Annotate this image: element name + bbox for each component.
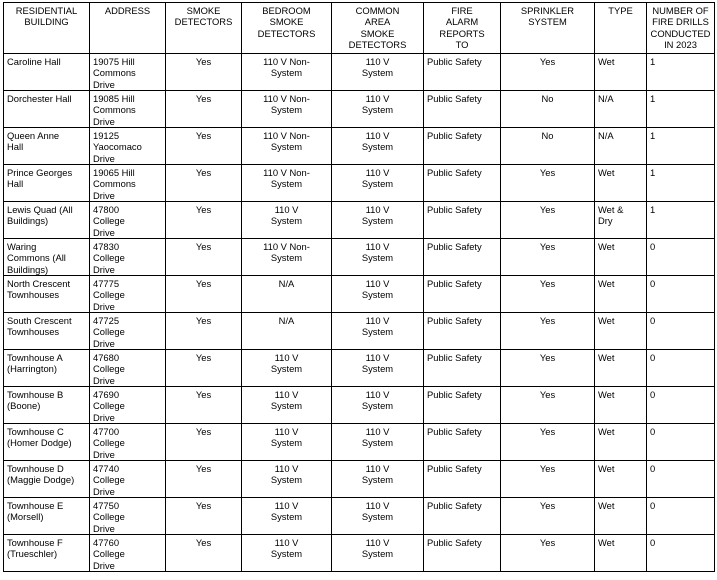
- sprinkler-system-cell: [501, 461, 595, 498]
- bedroom-detectors-cell: [242, 165, 332, 202]
- bedroom-detectors-cell: [242, 350, 332, 387]
- fire-alarm-reports-cell-text: Public Safety: [427, 389, 482, 400]
- address-cell: [90, 54, 166, 91]
- common-area-detectors-cell: [332, 202, 424, 239]
- fire-alarm-reports-cell-text: Public Safety: [427, 56, 482, 67]
- sprinkler-type-cell-text: Wet: [598, 500, 615, 511]
- common-area-detectors-cell-text: 110 V System: [361, 204, 394, 227]
- smoke-detectors-cell-text: Yes: [195, 463, 212, 474]
- header-bedroom-smoke-detectors: BEDROOM SMOKE DETECTORS: [242, 3, 332, 54]
- bedroom-detectors-cell: [242, 498, 332, 535]
- bedroom-detectors-cell-text: 110 V Non- System: [263, 167, 310, 190]
- sprinkler-type-cell: [595, 461, 647, 498]
- header-residential-building: RESIDENTIAL BUILDING: [4, 3, 90, 54]
- sprinkler-system-cell-text: No: [541, 130, 554, 141]
- address-cell: [90, 239, 166, 276]
- fire-drills-count-cell-text: 0: [650, 278, 656, 289]
- common-area-detectors-cell: [332, 165, 424, 202]
- header-address: ADDRESS: [90, 3, 166, 54]
- table-row: [4, 350, 715, 387]
- smoke-detectors-cell: [166, 313, 242, 350]
- building-cell: [4, 276, 90, 313]
- sprinkler-type-cell-text: Wet: [598, 463, 615, 474]
- header-sprinkler-system: SPRINKLER SYSTEM: [501, 3, 595, 54]
- sprinkler-system-cell: [501, 350, 595, 387]
- bedroom-detectors-cell-text: N/A: [278, 315, 295, 326]
- smoke-detectors-cell: [166, 165, 242, 202]
- table-row: [4, 461, 715, 498]
- sprinkler-type-cell: [595, 128, 647, 165]
- building-cell-text: Dorchester Hall: [7, 93, 72, 104]
- fire-drills-count-cell: [647, 461, 715, 498]
- table-header: [4, 3, 715, 54]
- smoke-detectors-cell: [166, 202, 242, 239]
- sprinkler-type-cell-text: Wet: [598, 278, 615, 289]
- fire-drills-count-cell-text: 1: [650, 167, 656, 178]
- smoke-detectors-cell: [166, 276, 242, 313]
- building-cell: [4, 535, 90, 572]
- sprinkler-system-cell: [501, 387, 595, 424]
- building-cell: [4, 461, 90, 498]
- common-area-detectors-cell: [332, 91, 424, 128]
- fire-alarm-reports-cell-text: Public Safety: [427, 130, 482, 141]
- bedroom-detectors-cell: [242, 313, 332, 350]
- fire-drills-count-cell-text: 0: [650, 389, 656, 400]
- building-cell-text: North Crescent Townhouses: [7, 278, 71, 301]
- sprinkler-type-cell: [595, 91, 647, 128]
- building-cell-text: Townhouse E (Morsell): [7, 500, 64, 523]
- common-area-detectors-cell: [332, 313, 424, 350]
- smoke-detectors-cell-text: Yes: [195, 56, 212, 67]
- header-common-area-smoke-detectors: COMMON AREA SMOKE DETECTORS: [332, 3, 424, 54]
- common-area-detectors-cell: [332, 239, 424, 276]
- sprinkler-system-cell-text: Yes: [539, 167, 556, 178]
- sprinkler-system-cell-text: Yes: [539, 426, 556, 437]
- fire-drills-count-cell: [647, 165, 715, 202]
- sprinkler-system-cell-text: Yes: [539, 537, 556, 548]
- smoke-detectors-cell-text: Yes: [195, 500, 212, 511]
- header-type: TYPE: [595, 3, 647, 54]
- table-row: [4, 498, 715, 535]
- sprinkler-type-cell: [595, 313, 647, 350]
- building-cell: [4, 239, 90, 276]
- common-area-detectors-cell: [332, 128, 424, 165]
- fire-alarm-reports-cell: [424, 313, 501, 350]
- building-cell: [4, 165, 90, 202]
- smoke-detectors-cell: [166, 498, 242, 535]
- address-cell: [90, 276, 166, 313]
- table-row: [4, 424, 715, 461]
- sprinkler-type-cell: [595, 54, 647, 91]
- address-cell-text: 19075 Hill Commons Drive: [93, 56, 136, 90]
- common-area-detectors-cell-text: 110 V System: [361, 130, 394, 153]
- sprinkler-type-cell: [595, 202, 647, 239]
- fire-drills-count-cell: [647, 91, 715, 128]
- bedroom-detectors-cell: [242, 424, 332, 461]
- bedroom-detectors-cell-text: 110 V System: [270, 537, 303, 560]
- bedroom-detectors-cell: [242, 461, 332, 498]
- common-area-detectors-cell-text: 110 V System: [361, 426, 394, 449]
- bedroom-detectors-cell: [242, 91, 332, 128]
- fire-drills-count-cell-text: 0: [650, 352, 656, 363]
- building-cell: [4, 387, 90, 424]
- fire-alarm-reports-cell-text: Public Safety: [427, 241, 482, 252]
- sprinkler-type-cell-text: Wet: [598, 167, 615, 178]
- common-area-detectors-cell: [332, 424, 424, 461]
- fire-alarm-reports-cell: [424, 424, 501, 461]
- sprinkler-system-cell: [501, 276, 595, 313]
- sprinkler-system-cell-text: Yes: [539, 315, 556, 326]
- sprinkler-type-cell: [595, 387, 647, 424]
- common-area-detectors-cell-text: 110 V System: [361, 167, 394, 190]
- smoke-detectors-cell-text: Yes: [195, 389, 212, 400]
- address-cell-text: 47700 College Drive: [93, 426, 125, 460]
- address-cell-text: 19085 Hill Commons Drive: [93, 93, 136, 127]
- sprinkler-type-cell-text: N/A: [598, 130, 614, 141]
- smoke-detectors-cell: [166, 54, 242, 91]
- sprinkler-system-cell-text: Yes: [539, 278, 556, 289]
- fire-drills-count-cell: [647, 128, 715, 165]
- bedroom-detectors-cell: [242, 239, 332, 276]
- address-cell: [90, 91, 166, 128]
- fire-drills-count-cell: [647, 424, 715, 461]
- common-area-detectors-cell: [332, 276, 424, 313]
- building-cell: [4, 202, 90, 239]
- fire-drills-count-cell: [647, 202, 715, 239]
- smoke-detectors-cell-text: Yes: [195, 93, 212, 104]
- fire-drills-count-cell-text: 0: [650, 463, 656, 474]
- building-cell-text: Townhouse B (Boone): [7, 389, 64, 412]
- fire-alarm-reports-cell-text: Public Safety: [427, 315, 482, 326]
- common-area-detectors-cell-text: 110 V System: [361, 463, 394, 486]
- smoke-detectors-cell: [166, 424, 242, 461]
- fire-drills-count-cell: [647, 239, 715, 276]
- address-cell-text: 47800 College Drive: [93, 204, 125, 238]
- smoke-detectors-cell: [166, 128, 242, 165]
- common-area-detectors-cell-text: 110 V System: [361, 56, 394, 79]
- fire-alarm-reports-cell-text: Public Safety: [427, 167, 482, 178]
- building-cell: [4, 498, 90, 535]
- sprinkler-system-cell: [501, 165, 595, 202]
- address-cell-text: 47750 College Drive: [93, 500, 125, 534]
- bedroom-detectors-cell-text: 110 V System: [270, 463, 303, 486]
- smoke-detectors-cell-text: Yes: [195, 426, 212, 437]
- bedroom-detectors-cell: [242, 276, 332, 313]
- building-cell-text: Lewis Quad (All Buildings): [7, 204, 73, 227]
- address-cell-text: 19065 Hill Commons Drive: [93, 167, 136, 201]
- common-area-detectors-cell: [332, 54, 424, 91]
- sprinkler-system-cell-text: Yes: [539, 389, 556, 400]
- common-area-detectors-cell-text: 110 V System: [361, 315, 394, 338]
- table-row: [4, 239, 715, 276]
- sprinkler-system-cell: [501, 424, 595, 461]
- sprinkler-type-cell-text: Wet: [598, 241, 615, 252]
- fire-drills-count-cell: [647, 498, 715, 535]
- bedroom-detectors-cell: [242, 387, 332, 424]
- sprinkler-type-cell: [595, 165, 647, 202]
- sprinkler-type-cell-text: Wet: [598, 315, 615, 326]
- fire-alarm-reports-cell: [424, 350, 501, 387]
- common-area-detectors-cell: [332, 461, 424, 498]
- smoke-detectors-cell: [166, 535, 242, 572]
- fire-alarm-reports-cell-text: Public Safety: [427, 352, 482, 363]
- table-body: [4, 54, 715, 572]
- smoke-detectors-cell-text: Yes: [195, 352, 212, 363]
- building-cell-text: Queen Anne Hall: [7, 130, 60, 153]
- fire-alarm-reports-cell-text: Public Safety: [427, 426, 482, 437]
- fire-alarm-reports-cell: [424, 498, 501, 535]
- fire-drills-count-cell-text: 0: [650, 315, 656, 326]
- table-row: [4, 128, 715, 165]
- sprinkler-type-cell-text: Wet & Dry: [598, 204, 624, 227]
- address-cell-text: 19125 Yaocomaco Drive: [93, 130, 142, 164]
- table-row: [4, 202, 715, 239]
- fire-alarm-reports-cell-text: Public Safety: [427, 537, 482, 548]
- sprinkler-type-cell: [595, 276, 647, 313]
- fire-drills-count-cell-text: 0: [650, 500, 656, 511]
- fire-alarm-reports-cell: [424, 276, 501, 313]
- building-cell: [4, 91, 90, 128]
- sprinkler-system-cell-text: Yes: [539, 500, 556, 511]
- fire-alarm-reports-cell: [424, 54, 501, 91]
- bedroom-detectors-cell-text: 110 V Non- System: [263, 93, 310, 116]
- common-area-detectors-cell: [332, 350, 424, 387]
- smoke-detectors-cell-text: Yes: [195, 204, 212, 215]
- fire-drills-count-cell: [647, 350, 715, 387]
- building-cell-text: Prince Georges Hall: [7, 167, 73, 190]
- table-row: [4, 91, 715, 128]
- common-area-detectors-cell-text: 110 V System: [361, 241, 394, 264]
- header-fire-alarm-reports-to: FIRE ALARM REPORTS TO: [424, 3, 501, 54]
- sprinkler-system-cell: [501, 91, 595, 128]
- table-row: [4, 535, 715, 572]
- smoke-detectors-cell: [166, 461, 242, 498]
- fire-alarm-reports-cell: [424, 91, 501, 128]
- address-cell: [90, 165, 166, 202]
- table-row: [4, 54, 715, 91]
- sprinkler-type-cell-text: Wet: [598, 537, 615, 548]
- table-row: [4, 387, 715, 424]
- fire-drills-count-cell: [647, 535, 715, 572]
- fire-alarm-reports-cell-text: Public Safety: [427, 204, 482, 215]
- fire-alarm-reports-cell: [424, 202, 501, 239]
- address-cell: [90, 387, 166, 424]
- sprinkler-type-cell-text: Wet: [598, 389, 615, 400]
- bedroom-detectors-cell-text: 110 V System: [270, 500, 303, 523]
- address-cell: [90, 128, 166, 165]
- building-cell: [4, 424, 90, 461]
- fire-drills-count-cell: [647, 276, 715, 313]
- sprinkler-type-cell-text: N/A: [598, 93, 614, 104]
- header-smoke-detectors: SMOKE DETECTORS: [166, 3, 242, 54]
- sprinkler-system-cell: [501, 128, 595, 165]
- fire-drills-count-cell: [647, 387, 715, 424]
- header-number-of-fire-drills: NUMBER OF FIRE DRILLS CONDUCTED IN 2023: [647, 3, 715, 54]
- fire-drills-count-cell: [647, 54, 715, 91]
- common-area-detectors-cell-text: 110 V System: [361, 537, 394, 560]
- address-cell-text: 47830 College Drive: [93, 241, 125, 275]
- smoke-detectors-cell-text: Yes: [195, 130, 212, 141]
- fire-drills-count-cell-text: 0: [650, 537, 656, 548]
- address-cell: [90, 498, 166, 535]
- common-area-detectors-cell: [332, 498, 424, 535]
- building-cell-text: South Crescent Townhouses: [7, 315, 72, 338]
- fire-alarm-reports-cell: [424, 128, 501, 165]
- header-row: [4, 3, 715, 54]
- fire-drills-count-cell-text: 1: [650, 130, 656, 141]
- fire-alarm-reports-cell-text: Public Safety: [427, 278, 482, 289]
- sprinkler-type-cell: [595, 535, 647, 572]
- fire-drills-count-cell: [647, 313, 715, 350]
- smoke-detectors-cell: [166, 387, 242, 424]
- sprinkler-type-cell: [595, 498, 647, 535]
- sprinkler-system-cell-text: Yes: [539, 463, 556, 474]
- address-cell-text: 47760 College Drive: [93, 537, 125, 571]
- fire-safety-table: [3, 2, 715, 572]
- building-cell: [4, 54, 90, 91]
- building-cell-text: Caroline Hall: [7, 56, 61, 67]
- smoke-detectors-cell: [166, 91, 242, 128]
- smoke-detectors-cell-text: Yes: [195, 278, 212, 289]
- sprinkler-type-cell-text: Wet: [598, 56, 615, 67]
- sprinkler-system-cell: [501, 239, 595, 276]
- common-area-detectors-cell-text: 110 V System: [361, 278, 394, 301]
- fire-drills-count-cell-text: 0: [650, 241, 656, 252]
- address-cell: [90, 313, 166, 350]
- common-area-detectors-cell-text: 110 V System: [361, 352, 394, 375]
- building-cell-text: Townhouse D (Maggie Dodge): [7, 463, 75, 486]
- address-cell-text: 47680 College Drive: [93, 352, 125, 386]
- sprinkler-type-cell: [595, 239, 647, 276]
- sprinkler-type-cell: [595, 424, 647, 461]
- sprinkler-type-cell-text: Wet: [598, 426, 615, 437]
- sprinkler-system-cell-text: No: [541, 93, 554, 104]
- bedroom-detectors-cell: [242, 54, 332, 91]
- sprinkler-system-cell: [501, 54, 595, 91]
- sprinkler-system-cell-text: Yes: [539, 241, 556, 252]
- sprinkler-type-cell: [595, 350, 647, 387]
- smoke-detectors-cell: [166, 239, 242, 276]
- table-row: [4, 276, 715, 313]
- smoke-detectors-cell-text: Yes: [195, 167, 212, 178]
- table-row: [4, 165, 715, 202]
- sprinkler-system-cell-text: Yes: [539, 204, 556, 215]
- address-cell-text: 47690 College Drive: [93, 389, 125, 423]
- bedroom-detectors-cell-text: 110 V Non- System: [263, 241, 310, 264]
- bedroom-detectors-cell-text: 110 V Non- System: [263, 56, 310, 79]
- common-area-detectors-cell: [332, 387, 424, 424]
- common-area-detectors-cell-text: 110 V System: [361, 500, 394, 523]
- address-cell-text: 47740 College Drive: [93, 463, 125, 497]
- building-cell: [4, 128, 90, 165]
- address-cell-text: 47775 College Drive: [93, 278, 125, 312]
- table-row: [4, 313, 715, 350]
- sprinkler-system-cell: [501, 202, 595, 239]
- smoke-detectors-cell-text: Yes: [195, 241, 212, 252]
- building-cell-text: Waring Commons (All Buildings): [7, 241, 66, 275]
- address-cell: [90, 350, 166, 387]
- fire-drills-count-cell-text: 1: [650, 56, 656, 67]
- building-cell: [4, 313, 90, 350]
- address-cell: [90, 535, 166, 572]
- sprinkler-system-cell: [501, 313, 595, 350]
- fire-alarm-reports-cell-text: Public Safety: [427, 93, 482, 104]
- bedroom-detectors-cell-text: 110 V System: [270, 204, 303, 227]
- address-cell: [90, 424, 166, 461]
- bedroom-detectors-cell: [242, 128, 332, 165]
- bedroom-detectors-cell: [242, 202, 332, 239]
- building-cell-text: Townhouse A (Harrington): [7, 352, 63, 375]
- smoke-detectors-cell: [166, 350, 242, 387]
- fire-drills-count-cell-text: 1: [650, 204, 656, 215]
- common-area-detectors-cell-text: 110 V System: [361, 93, 394, 116]
- bedroom-detectors-cell-text: 110 V System: [270, 352, 303, 375]
- address-cell: [90, 202, 166, 239]
- bedroom-detectors-cell-text: N/A: [278, 278, 295, 289]
- building-cell: [4, 350, 90, 387]
- address-cell-text: 47725 College Drive: [93, 315, 125, 349]
- sprinkler-system-cell: [501, 498, 595, 535]
- bedroom-detectors-cell: [242, 535, 332, 572]
- sprinkler-system-cell-text: Yes: [539, 352, 556, 363]
- smoke-detectors-cell-text: Yes: [195, 537, 212, 548]
- bedroom-detectors-cell-text: 110 V Non- System: [263, 130, 310, 153]
- sprinkler-system-cell-text: Yes: [539, 56, 556, 67]
- building-cell-text: Townhouse C (Homer Dodge): [7, 426, 72, 449]
- fire-drills-count-cell-text: 0: [650, 426, 656, 437]
- fire-alarm-reports-cell: [424, 535, 501, 572]
- fire-alarm-reports-cell: [424, 165, 501, 202]
- common-area-detectors-cell-text: 110 V System: [361, 389, 394, 412]
- fire-alarm-reports-cell: [424, 239, 501, 276]
- bedroom-detectors-cell-text: 110 V System: [270, 426, 303, 449]
- smoke-detectors-cell-text: Yes: [195, 315, 212, 326]
- fire-alarm-reports-cell-text: Public Safety: [427, 463, 482, 474]
- sprinkler-system-cell: [501, 535, 595, 572]
- bedroom-detectors-cell-text: 110 V System: [270, 389, 303, 412]
- fire-alarm-reports-cell: [424, 461, 501, 498]
- building-cell-text: Townhouse F (Trueschler): [7, 537, 63, 560]
- fire-alarm-reports-cell-text: Public Safety: [427, 500, 482, 511]
- sprinkler-type-cell-text: Wet: [598, 352, 615, 363]
- fire-drills-count-cell-text: 1: [650, 93, 656, 104]
- fire-alarm-reports-cell: [424, 387, 501, 424]
- address-cell: [90, 461, 166, 498]
- common-area-detectors-cell: [332, 535, 424, 572]
